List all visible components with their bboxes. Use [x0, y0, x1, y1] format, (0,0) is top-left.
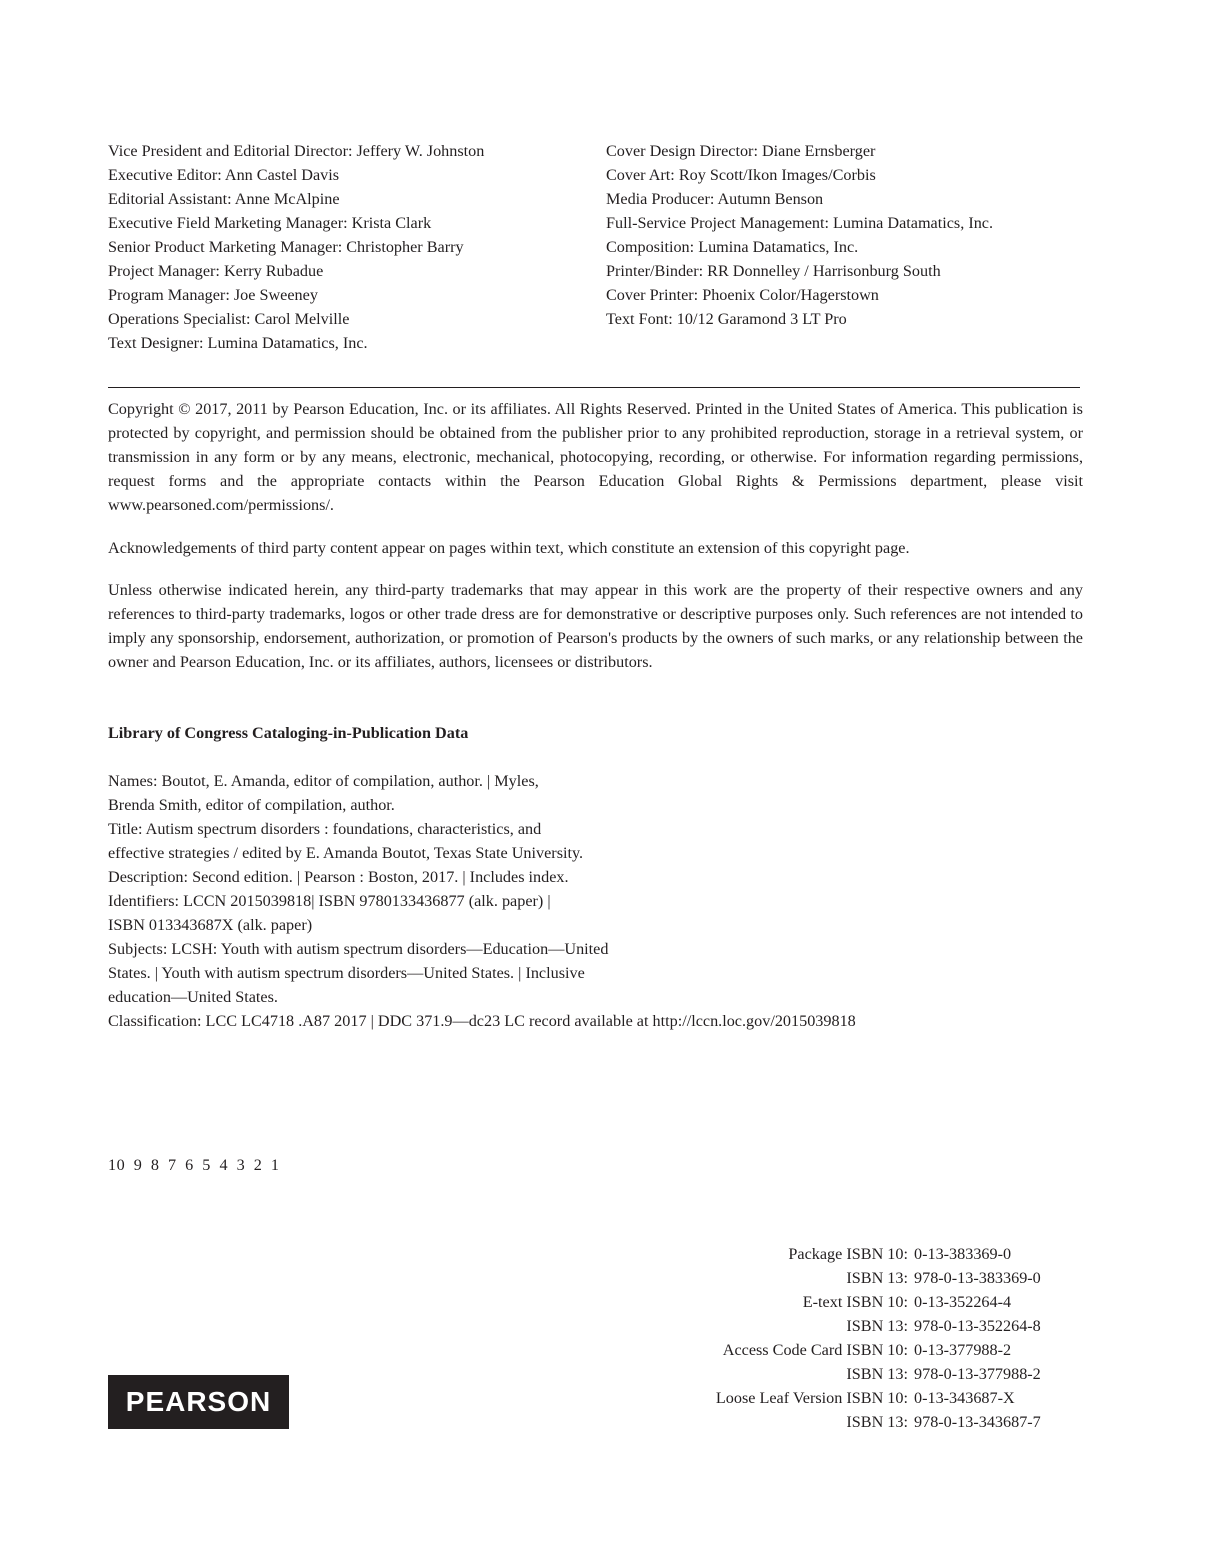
isbn-row: [716, 1410, 1074, 1434]
cip-names: [108, 769, 1008, 817]
isbn-label: ISBN 13:: [846, 1365, 908, 1383]
cip-line: Subjects: LCSH: Youth with autism spectrum disorders—Education—United: [108, 940, 609, 958]
cip-title: [108, 817, 1008, 865]
credit-line: Operations Specialist: Carol Melville: [108, 310, 350, 328]
isbn-label: Package ISBN 10:: [788, 1245, 908, 1263]
cip-description: [108, 865, 1008, 889]
pearson-logo: PEARSON: [108, 1375, 289, 1429]
credit-line: Executive Editor: Ann Castel Davis: [108, 166, 340, 184]
credit-line: Project Manager: Kerry Rubadue: [108, 262, 324, 280]
isbn-number: 0-13-352264-4: [914, 1293, 1012, 1311]
credit-line: Text Font: 10/12 Garamond 3 LT Pro: [606, 310, 847, 328]
credit-line: Media Producer: Autumn Benson: [606, 190, 824, 208]
isbn-list: [716, 1242, 1074, 1434]
copyright-notice: Copyright © 2017, 2011 by Pearson Education, Inc. or its affiliates. All Rights Reserved. Printed in the United States of America. This publication is protected by copyright, and permission should be obtained from the publisher prior to any prohibited reproduction, storage in a retrieval system, or transmission in any form or by any means, electronic, mechanical, photocopying, recording, or otherwise. For information regarding permissions, request forms and the appropriate contacts within the Pearson Education Global Rights & Permissions department, please visit www.pearsoned.com/permissions/.: [108, 400, 1083, 514]
credit-line: Printer/Binder: RR Donnelley / Harrisonburg South: [606, 262, 941, 280]
section-divider: [108, 387, 1080, 388]
cip-identifiers: [108, 889, 1008, 937]
cip-line: States. | Youth with autism spectrum disorders—United States. | Inclusive: [108, 964, 585, 982]
isbn-label: Loose Leaf Version ISBN 10:: [715, 1389, 908, 1407]
credit-line: Composition: Lumina Datamatics, Inc.: [606, 238, 859, 256]
credit-line: Cover Art: Roy Scott/Ikon Images/Corbis: [606, 166, 876, 184]
credit-line: Executive Field Marketing Manager: Krista Clark: [108, 214, 432, 232]
cip-line: Identifiers: LCCN 2015039818| ISBN 9780133436877 (alk. paper) |: [108, 892, 551, 910]
credit-line: Program Manager: Joe Sweeney: [108, 286, 318, 304]
cip-heading: Library of Congress Cataloging-in-Publication Data: [108, 724, 469, 742]
cip-line: education—United States.: [108, 988, 278, 1006]
credit-line: Full-Service Project Management: Lumina Datamatics, Inc.: [606, 214, 994, 232]
isbn-row: [716, 1266, 1074, 1290]
cip-line: Classification: LCC LC4718 .A87 2017 | DDC 371.9—dc23 LC record available at http://lccn.loc.gov/2015039818: [108, 1012, 856, 1030]
isbn-row: [716, 1386, 1074, 1410]
isbn-row: [716, 1314, 1074, 1338]
isbn-number: 978-0-13-352264-8: [914, 1317, 1041, 1335]
isbn-number: 0-13-377988-2: [914, 1341, 1012, 1359]
cip-data-block: [108, 769, 1008, 1033]
isbn-number: 0-13-343687-X: [914, 1389, 1015, 1407]
isbn-label: ISBN 13:: [846, 1317, 908, 1335]
cip-line: Description: Second edition. | Pearson : Boston, 2017. | Includes index.: [108, 868, 569, 886]
isbn-number: 978-0-13-383369-0: [914, 1269, 1041, 1287]
cip-line: Names: Boutot, E. Amanda, editor of compilation, author. | Myles,: [108, 772, 539, 790]
cip-line: ISBN 013343687X (alk. paper): [108, 916, 313, 934]
isbn-label: Access Code Card ISBN 10:: [722, 1341, 908, 1359]
credit-line: Editorial Assistant: Anne McAlpine: [108, 190, 340, 208]
credit-line: Text Designer: Lumina Datamatics, Inc.: [108, 334, 368, 352]
trademarks-notice: Unless otherwise indicated herein, any third-party trademarks that may appear in this work are the property of their respective owners and any references to third-party trademarks, logos or other trade dress are for demonstrative or descriptive purposes only. Such references are not intended to imply any sponsorship, endorsement, authorization, or promotion of Pearson's products by the owners of such marks, or any relationship between the owner and Pearson Education, Inc. or its affiliates, authors, licensees or distributors.: [108, 581, 1083, 671]
isbn-row: [716, 1362, 1074, 1386]
isbn-row: [716, 1338, 1074, 1362]
credit-line: Cover Printer: Phoenix Color/Hagerstown: [606, 286, 879, 304]
cip-subjects: [108, 937, 1008, 1009]
isbn-row: [716, 1242, 1074, 1266]
printing-line: 10 9 8 7 6 5 4 3 2 1: [108, 1156, 280, 1174]
isbn-label: E-text ISBN 10:: [802, 1293, 908, 1311]
credit-line: Vice President and Editorial Director: Jeffery W. Johnston: [108, 142, 485, 160]
isbn-row: [716, 1290, 1074, 1314]
isbn-number: 978-0-13-343687-7: [914, 1413, 1041, 1431]
isbn-number: 978-0-13-377988-2: [914, 1365, 1041, 1383]
credit-line: Senior Product Marketing Manager: Christopher Barry: [108, 238, 464, 256]
cip-line: effective strategies / edited by E. Amanda Boutot, Texas State University.: [108, 844, 584, 862]
cip-line: Brenda Smith, editor of compilation, author.: [108, 796, 395, 814]
cip-line: Title: Autism spectrum disorders : foundations, characteristics, and: [108, 820, 542, 838]
credit-line: Cover Design Director: Diane Ernsberger: [606, 142, 876, 160]
isbn-number: 0-13-383369-0: [914, 1245, 1012, 1263]
isbn-label: ISBN 13:: [846, 1413, 908, 1431]
production-credits-left: [108, 139, 588, 355]
production-credits-right: [606, 139, 1086, 331]
acknowledgements-note: Acknowledgements of third party content appear on pages within text, which constitute an extension of this copyright page.: [108, 539, 910, 557]
isbn-label: ISBN 13:: [846, 1269, 908, 1287]
cip-classification: [108, 1009, 1008, 1033]
